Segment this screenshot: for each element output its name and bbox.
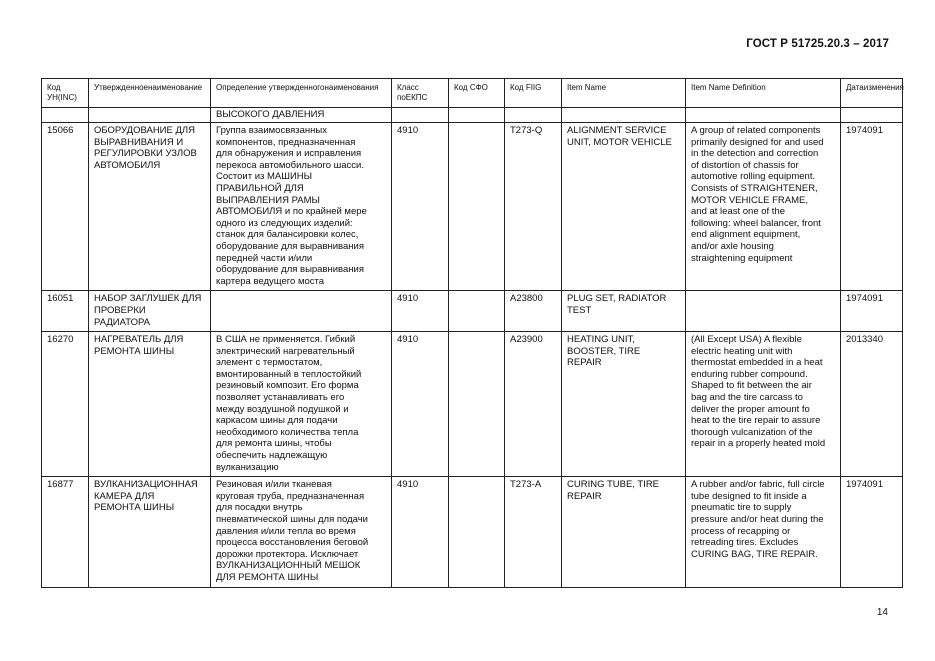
- name-ru-cell-line: ВЫРАВНИВАНИЯ И: [94, 136, 184, 148]
- definition-ru-cell-line: процесса восстановления беговой: [216, 537, 369, 549]
- name-ru-cell: [89, 108, 211, 123]
- item-name-cell: [562, 123, 686, 291]
- page-number: 14: [876, 607, 888, 618]
- definition-ru-cell-line: вмонтированный в теплостойкий: [216, 368, 362, 380]
- definition-ru-cell-line: давления и/или тепла во время: [216, 525, 356, 537]
- item-definition-cell-line: CURING BAG, TIRE REPAIR.: [691, 548, 818, 560]
- item-definition-cell-line: automotive rolling equipment.: [691, 171, 816, 183]
- item-name-cell: [562, 477, 686, 587]
- definition-ru-cell-line: между воздушной подушкой и: [216, 403, 349, 415]
- item-name-cell: [562, 291, 686, 332]
- definition-ru-cell-line: для посадки внутрь: [216, 502, 303, 514]
- item-definition-cell-line: repair in a properly heated mold: [691, 438, 826, 450]
- definition-ru-cell-line: оборудование для выравнивания: [216, 240, 364, 252]
- definition-ru-cell-line: дорожки протектора. Исключает: [216, 548, 359, 560]
- definition-ru-cell-line: элемент с термостатом,: [216, 357, 323, 369]
- header-line: изменения: [863, 83, 904, 92]
- header-definition-ru: [211, 79, 392, 108]
- code-cell: 16051: [42, 291, 89, 332]
- item-definition-cell-line: and at least one of the: [691, 206, 786, 218]
- item-definition-cell-line: MOTOR VEHICLE FRAME,: [691, 194, 809, 206]
- code-cell: 15066: [42, 123, 89, 291]
- empty-cell: [505, 108, 562, 123]
- header-item-name: [562, 79, 686, 108]
- definition-ru-cell: [211, 291, 392, 332]
- item-definition-cell-line: (All Except USA) A flexible: [691, 334, 802, 346]
- header-fiig: [505, 79, 562, 108]
- code-cell: [42, 108, 89, 123]
- definition-ru-cell-line: одного из следующих изделий:: [216, 217, 353, 229]
- empty-cell: [562, 108, 686, 123]
- sfo-cell: [449, 477, 505, 587]
- definition-ru-cell-line: АВТОМОБИЛЯ и по крайней мере: [216, 206, 367, 218]
- definition-ru-cell-line: каркасом шины для подачи: [216, 415, 338, 427]
- header-date: [841, 79, 903, 108]
- definition-ru-cell: [211, 477, 392, 587]
- name-ru-cell: [89, 123, 211, 291]
- sfo-cell: [449, 123, 505, 291]
- item-definition-cell-line: pneumatic tire to supply: [691, 502, 792, 514]
- class-cell: 4910: [392, 477, 449, 587]
- name-ru-cell-line: ОБОРУДОВАНИЕ ДЛЯ: [94, 125, 196, 136]
- fiig-cell: T273-A: [505, 477, 562, 587]
- fiig-cell: A23800: [505, 291, 562, 332]
- date-cell: 1974091: [841, 123, 903, 291]
- header-line: Item Name: [567, 83, 607, 92]
- item-name-cell-line: REPAIR: [567, 357, 602, 369]
- class-cell: 4910: [392, 123, 449, 291]
- item-table: [41, 78, 903, 588]
- definition-ru-cell-line: для ремонта шины, чтобы: [216, 438, 332, 450]
- class-cell: 4910: [392, 332, 449, 477]
- definition-ru-cell-line: обеспечить надлежащую: [216, 450, 328, 462]
- header-line: (INC): [57, 93, 77, 102]
- item-definition-cell-line: electric heating unit with: [691, 345, 793, 357]
- header-line: наименование: [148, 83, 203, 92]
- name-ru-cell-line: РЕМОНТА ШИНЫ: [94, 502, 175, 514]
- header-line: Дата: [846, 83, 864, 92]
- item-definition-cell-line: enduring rubber compound.: [691, 368, 808, 380]
- fiig-cell: T273-Q: [505, 123, 562, 291]
- definition-ru-cell-line: пневматической шины для подачи: [216, 514, 368, 525]
- definition-ru-cell-line: необходимого количества тепла: [216, 426, 359, 438]
- item-definition-cell: [686, 123, 841, 291]
- table-row: [42, 291, 903, 332]
- header-line: Определение утвержденного: [216, 83, 325, 92]
- name-ru-cell: [89, 477, 211, 587]
- definition-ru-cell-line: Группа взаимосвязанных: [216, 125, 327, 136]
- empty-cell: [449, 108, 505, 123]
- item-name-cell: [562, 332, 686, 477]
- item-definition-cell-line: straightening equipment: [691, 252, 793, 264]
- item-definition-cell-line: process of recapping or: [691, 525, 791, 537]
- definition-ru-cell-line: картера ведущего моста: [216, 275, 325, 287]
- definition-ru-cell-line: вулканизацию: [216, 461, 279, 473]
- name-ru-cell: [89, 332, 211, 477]
- item-definition-cell: [686, 477, 841, 587]
- item-definition-cell-line: deliver the proper amount fo: [691, 403, 810, 415]
- table-row: [42, 123, 903, 291]
- item-definition-cell-line: A rubber and/or fabric, full circle: [691, 479, 825, 491]
- definition-ru-cell-line: ВЫПРАВЛЕНИЯ РАМЫ: [216, 194, 320, 206]
- date-cell: 1974091: [841, 477, 903, 587]
- definition-ru-cell-line: станок для балансировки колес,: [216, 229, 359, 241]
- code-cell: 16270: [42, 332, 89, 477]
- class-cell: 4910: [392, 291, 449, 332]
- header-code: [42, 79, 89, 108]
- item-definition-cell-line: primarily designed for and used: [691, 136, 824, 148]
- item-definition-cell-line: thorough vulcanization of the: [691, 426, 813, 438]
- item-name-cell-line: HEATING UNIT,: [567, 334, 635, 346]
- definition-ru-cell-line: компонентов, предназначенная: [216, 136, 356, 148]
- definition-ru-cell-line: круговая труба, предназначенная: [216, 490, 365, 502]
- item-definition-cell-line: tube designed to fit inside a: [691, 490, 807, 502]
- name-ru-cell-line: КАМЕРА ДЛЯ: [94, 490, 155, 502]
- header-class: [392, 79, 449, 108]
- definition-ru-cell-line: Состоит из МАШИНЫ: [216, 171, 313, 183]
- fiig-cell: A23900: [505, 332, 562, 477]
- item-definition-cell: [686, 332, 841, 477]
- name-ru-cell-line: НАГРЕВАТЕЛЬ ДЛЯ: [94, 334, 184, 346]
- definition-ru-cell-line: ПРАВИЛЬНОЙ ДЛЯ: [216, 182, 304, 194]
- name-ru-cell-line: РАДИАТОРА: [94, 316, 151, 328]
- sfo-cell: [449, 291, 505, 332]
- definition-ru-cell-line: ВУЛКАНИЗАЦИОННЫЙ МЕШОК: [216, 560, 361, 572]
- header-item-definition: [686, 79, 841, 108]
- definition-ru-cell: [211, 108, 392, 123]
- header-line: Код FIIG: [510, 83, 542, 92]
- item-definition-cell-line: and/or axle housing: [691, 240, 774, 252]
- sfo-cell: [449, 332, 505, 477]
- item-name-cell-line: CURING TUBE, TIRE: [567, 479, 660, 491]
- item-definition-cell-line: bag and the tire carcass to: [691, 392, 803, 404]
- item-definition-cell: [686, 291, 841, 332]
- empty-cell: [686, 108, 841, 123]
- date-cell: 2013340: [841, 332, 903, 477]
- table-row: [42, 332, 903, 477]
- header-name-ru: [89, 79, 211, 108]
- item-definition-cell-line: Shaped to fit between the air: [691, 380, 812, 392]
- item-name-cell-line: UNIT, MOTOR VEHICLE: [567, 136, 672, 148]
- item-definition-cell-line: following: wheel balancer, front: [691, 217, 821, 229]
- definition-ru-cell-line: В США не применяется. Гибкий: [216, 334, 356, 346]
- definition-ru-cell-line: электрический нагревательный: [216, 345, 355, 357]
- header-line: Код УН: [47, 83, 61, 102]
- definition-ru-cell-line: ВЫСОКОГО ДАВЛЕНИЯ: [216, 109, 325, 120]
- header-line: наименования: [324, 83, 379, 92]
- item-definition-cell-line: retreading tires. Excludes: [691, 537, 799, 549]
- item-name-cell-line: PLUG SET, RADIATOR: [567, 293, 667, 305]
- document-title: ГОСТ Р 51725.20.3 – 2017: [746, 38, 889, 50]
- name-ru-cell-line: ВУЛКАНИЗАЦИОННАЯ: [94, 479, 198, 491]
- header-line: ЕКПС: [405, 93, 428, 102]
- definition-ru-cell-line: Резиновая и/или тканевая: [216, 479, 332, 491]
- name-ru-cell: [89, 291, 211, 332]
- header-sfo: [449, 79, 505, 108]
- definition-ru-cell-line: передней части и/или: [216, 252, 313, 264]
- empty-cell: [392, 108, 449, 123]
- item-name-cell-line: BOOSTER, TIRE: [567, 345, 641, 357]
- definition-ru-cell-line: ДЛЯ РЕМОНТА ШИНЫ: [216, 571, 319, 583]
- definition-ru-cell: [211, 332, 392, 477]
- name-ru-cell-line: ПРОВЕРКИ: [94, 304, 146, 316]
- definition-ru-cell-line: оборудование для выравнивания: [216, 264, 364, 276]
- name-ru-cell-line: НАБОР ЗАГЛУШЕК ДЛЯ: [94, 293, 202, 305]
- code-cell: 16877: [42, 477, 89, 587]
- name-ru-cell-line: АВТОМОБИЛЯ: [94, 159, 161, 171]
- definition-ru-cell-line: перекоса автомобильного шасси.: [216, 159, 364, 171]
- item-definition-cell-line: end alignment equipment,: [691, 229, 801, 241]
- item-name-cell-line: TEST: [567, 304, 592, 316]
- item-definition-cell-line: pressure and/or heat during the: [691, 514, 824, 525]
- name-ru-cell-line: РЕМОНТА ШИНЫ: [94, 345, 175, 357]
- header-line: Утвержденное: [94, 83, 149, 92]
- item-definition-cell-line: of distortion of chassis for: [691, 159, 799, 171]
- item-definition-cell-line: Consists of STRAIGHTENER,: [691, 182, 818, 194]
- date-cell: 1974091: [841, 291, 903, 332]
- item-definition-cell-line: heat to the tire repair to assure: [691, 415, 821, 427]
- header-line: Класс по: [397, 83, 419, 102]
- item-name-cell-line: ALIGNMENT SERVICE: [567, 125, 667, 136]
- name-ru-cell-line: РЕГУЛИРОВКИ УЗЛОВ: [94, 148, 197, 160]
- header-line: Item Name Definition: [691, 83, 766, 92]
- item-name-cell-line: REPAIR: [567, 490, 602, 502]
- table-header-row: [42, 79, 903, 108]
- empty-cell: [841, 108, 903, 123]
- definition-ru-cell-line: позволяет устанавливать его: [216, 392, 345, 404]
- header-line: Код СФО: [454, 83, 488, 92]
- item-definition-cell-line: A group of related components: [691, 125, 821, 136]
- definition-ru-cell: [211, 123, 392, 291]
- definition-ru-cell-line: резиновый композит. Его форма: [216, 380, 359, 392]
- continuation-row: [42, 108, 903, 123]
- item-definition-cell-line: thermostat embedded in a heat: [691, 357, 823, 369]
- definition-ru-cell-line: для обнаружения и исправления: [216, 148, 362, 160]
- table-row: [42, 477, 903, 587]
- item-definition-cell-line: in the detection and correction: [691, 148, 819, 160]
